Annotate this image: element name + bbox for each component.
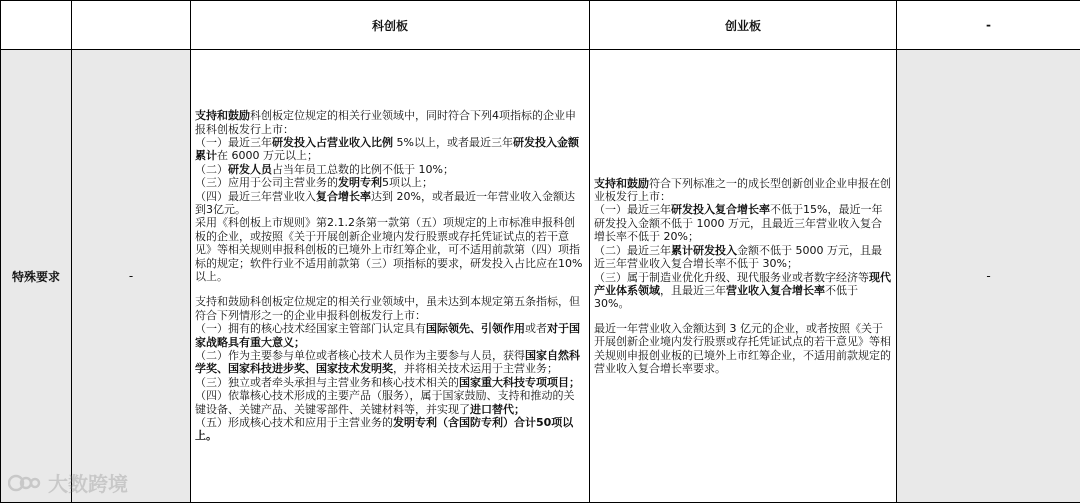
kcb-item-1: （一）最近三年研发投入占营业收入比例 5%以上，或者最近三年研发投入金额累计在 6000 万元以上；: [195, 135, 579, 163]
kcb-block-1: [195, 109, 585, 283]
kcb-case-3: （三）独立或者牵头承担与主营业务和核心技术相关的国家重大科技专项项目；: [195, 375, 580, 389]
kcb-intro: 支持和鼓励科创板定位规定的相关行业领域中，同时符合下列4项指标的企业申报科创板发行上市：: [195, 109, 576, 136]
kcb-item-4: （四）最近三年营业收入复合增长率达到 20%，或者最近一年营业收入金额达到3亿元。: [195, 189, 575, 216]
cyb-item-3: （三）属于制造业优化升级、现代服务业或者数字经济等现代产业体系领域，且最近三年营业收入复合增长率不低于 30%。: [594, 270, 891, 311]
cyb-content-cell: [590, 50, 897, 503]
kcb-item-3: （三）应用于公司主营业务的发明专利5项以上；: [195, 176, 433, 190]
header-cyb: 创业板: [590, 1, 897, 50]
header-cell-empty-1: [1, 1, 72, 50]
row-label: 特殊要求: [1, 50, 72, 503]
kcb-block-2: [195, 295, 585, 442]
header-kcb: 科创板: [191, 1, 590, 50]
cyb-block-1: [594, 177, 892, 311]
cyb-item-1: （一）最近三年研发投入复合增长率不低于15%，最近一年研发投入金额不低于 1000 万元，且最近三年营业收入复合增长率不低于 20%；: [594, 203, 883, 244]
spacer: [594, 311, 892, 322]
spacer: [195, 283, 585, 295]
cyb-block-2: [594, 322, 892, 376]
kcb-item-2: （二）研发人员占当年员工总数的比例不低于 10%；: [195, 162, 454, 176]
header-row: [1, 1, 1080, 50]
header-cell-empty-2: [72, 1, 191, 50]
kcb-case-4: （四）依靠核心技术形成的主要产品（服务），属于国家鼓励、支持和推动的关键设备、关键产品、关键零部件、关键材料等，并实现了进口替代；: [195, 389, 575, 416]
kcb-content-cell: [191, 50, 590, 503]
cyb-paragraph-2: 最近一年营业收入金额达到 3 亿元的企业，或者按照《关于开展创新企业境内发行股票或存托凭证试点的若干意见》等相关规则申报创业板的已境外上市红筹企业，不适用前款规定的营业收入复合增长率要求。: [594, 321, 891, 375]
header-dash: -: [897, 1, 1080, 50]
row-col5-dash: -: [897, 50, 1080, 503]
kcb-paragraph-2: 采用《科创板上市规则》第2.1.2条第一款第（五）项规定的上市标准申报科创板的企业，或按照《关于开展创新企业境内发行股票或存托凭证试点的若干意见》等相关规则申报科创板的已境外上市红筹企业，可不适用前款第（四）项指标的规定；软件行业不适用前款第（三）项指标的要求，研发投入占比应在10%以上。: [195, 216, 583, 283]
cyb-intro: 支持和鼓励符合下列标准之一的成长型创新创业企业申报在创业板发行上市：: [594, 176, 891, 204]
row-col2-dash: -: [72, 50, 191, 503]
special-requirements-row: [1, 50, 1080, 503]
cyb-item-2: （二）最近三年累计研发投入金额不低于 5000 万元，且最近三年营业收入复合增长率不低于 30%；: [594, 243, 882, 271]
kcb-case-2: （二）作为主要参与单位或者核心技术人员作为主要参与人员，获得国家自然科学奖、国家科技进步奖、国家技术发明奖，并将相关技术运用于主营业务；: [195, 349, 580, 376]
kcb-paragraph-3: 支持和鼓励科创板定位规定的相关行业领域中，虽未达到本规定第五条指标，但符合下列情形之一的企业申报科创板发行上市：: [195, 295, 580, 322]
kcb-case-1: （一）拥有的核心技术经国家主管部门认定具有国际领先、引领作用或者对于国家战略具有重大意义；: [195, 322, 580, 349]
kcb-case-5: （五）形成核心技术和应用于主营业务的发明专利（含国防专利）合计50项以上。: [195, 416, 574, 443]
watermark-text: 大数跨境: [48, 472, 128, 496]
